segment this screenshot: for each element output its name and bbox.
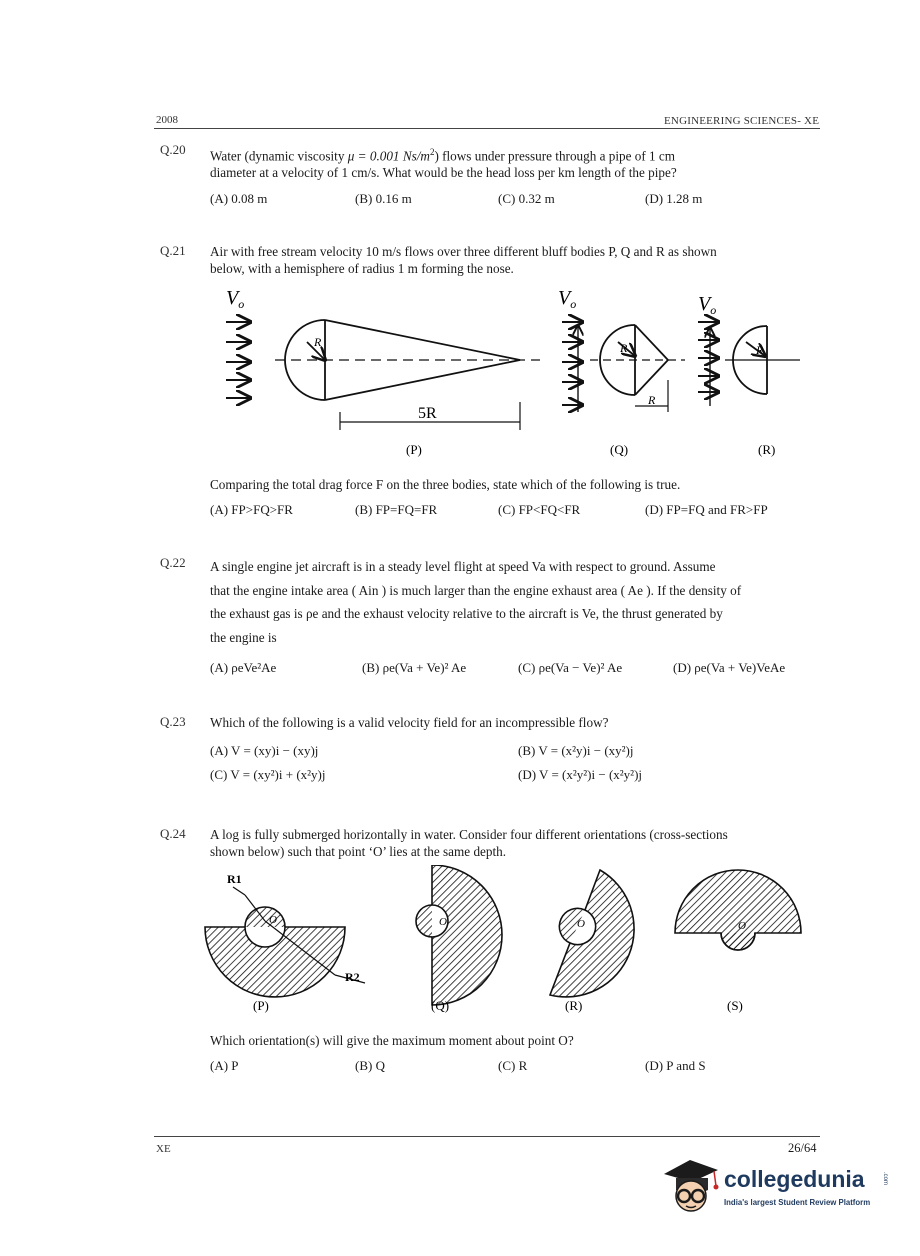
q22-option-c[interactable]: (C) ρe(Va − Ve)² Ae: [518, 660, 623, 675]
q20-line2: diameter at a velocity of 1 cm/s. What would be the head loss per km length of the pipe?: [210, 165, 677, 181]
q24-line2: shown below) such that point ‘O’ lies at the same depth.: [210, 844, 507, 859]
footer-code: XE: [156, 1143, 171, 1155]
logo-name: collegedunia: [724, 1166, 865, 1192]
collegedunia-logo[interactable]: [660, 1152, 890, 1222]
header-rule: [154, 128, 820, 129]
q23-number: Q.23: [160, 714, 186, 729]
q24-number: Q.24: [160, 826, 186, 841]
q24-figure: [195, 865, 825, 1025]
p-radius: R: [314, 335, 322, 349]
q-flow-arrows: [562, 322, 582, 412]
r-v0: $V_o$: [698, 293, 717, 317]
label-p: (P): [253, 998, 269, 1013]
q21-option-d[interactable]: (D) FP=FQ and FR>FP: [645, 502, 768, 517]
header-year: 2008: [156, 114, 178, 126]
q-radius-2: R: [648, 393, 656, 407]
logo-suffix: .com: [882, 1172, 888, 1186]
q22-line1: A single engine jet aircraft is in a steady level flight at speed Va with respect to ground. Assume: [210, 559, 716, 574]
q-radius: R: [620, 341, 628, 355]
p-length: 5R: [418, 405, 437, 422]
q21-line1: Air with free stream velocity 10 m/s flows over three different bluff bodies P, Q and R as shown: [210, 244, 717, 259]
q23-text: Which of the following is a valid velocity field for an incompressible flow?: [210, 715, 609, 730]
logo-tagline: India's largest Student Review Platform: [724, 1198, 871, 1207]
label-q: (Q): [610, 442, 629, 457]
s-point-o: O: [738, 920, 746, 932]
label-s: (S): [727, 998, 743, 1013]
footer-page: 26/64: [788, 1141, 817, 1155]
q22-option-b[interactable]: (B) ρe(Va + Ve)² Ae: [362, 660, 467, 675]
q21-figure: [190, 280, 830, 460]
q20-option-c[interactable]: (C) 0.32 m: [498, 191, 555, 206]
footer-rule: [154, 1136, 820, 1137]
r-point-o: O: [577, 918, 585, 930]
r-radius: R: [756, 343, 764, 357]
header-subject: ENGINEERING SCIENCES- XE: [664, 115, 820, 127]
q20-number: Q.20: [160, 142, 186, 157]
q-v0: $V_o$: [558, 287, 577, 311]
q24-option-c[interactable]: (C) R: [498, 1058, 528, 1073]
q21-option-a[interactable]: (A) FP>FQ>FR: [210, 502, 293, 517]
section-r: [550, 870, 634, 997]
q20-line1b: μ = 0.001 Ns/m: [347, 148, 430, 164]
p-r2: R2: [345, 970, 360, 984]
q20-line1sup: 2: [429, 147, 435, 157]
section-s: [675, 870, 801, 950]
q23-option-c[interactable]: (C) V = (xy²)i + (x²y)j: [210, 767, 326, 782]
q20-option-a[interactable]: (A) 0.08 m: [210, 191, 268, 206]
q-point-o: O: [439, 916, 447, 928]
r-flow-arrows: [698, 322, 718, 406]
q23-option-b[interactable]: (B) V = (x²y)i − (xy²)j: [518, 743, 634, 758]
label-q: (Q): [431, 998, 450, 1013]
q22-option-d[interactable]: (D) ρe(Va + Ve)VeAe: [673, 660, 786, 675]
q22-number: Q.22: [160, 555, 186, 570]
q22-line3: the exhaust gas is ρe and the exhaust velocity relative to the aircraft is Ve, the thrust generated by: [210, 606, 723, 621]
section-q: [416, 865, 502, 1005]
q20-text: [210, 144, 810, 181]
q24-text: [210, 826, 810, 860]
q20-line1c: ) flows under pressure through a pipe of 1 cm: [434, 148, 676, 164]
q21-line2: below, with a hemisphere of radius 1 m forming the nose.: [210, 261, 514, 276]
q23-option-a[interactable]: (A) V = (xy)i − (xy)j: [210, 743, 319, 758]
p-point-o: O: [269, 914, 277, 926]
label-r: (R): [758, 442, 776, 457]
p-r1: R1: [227, 872, 242, 886]
q20-option-b[interactable]: (B) 0.16 m: [355, 191, 412, 206]
body-q: [590, 325, 685, 412]
q21-option-c[interactable]: (C) FP<FQ<FR: [498, 502, 581, 517]
q21-option-b[interactable]: (B) FP=FQ=FR: [355, 502, 438, 517]
label-p: (P): [406, 442, 422, 457]
q24-option-d[interactable]: (D) P and S: [645, 1058, 706, 1073]
q24-option-a[interactable]: (A) P: [210, 1058, 239, 1073]
q22-line4: the engine is: [210, 629, 277, 645]
q21-text: [210, 243, 810, 277]
q23-option-d[interactable]: (D) V = (x²y²)i − (x²y²)j: [518, 767, 643, 782]
p-flow-arrows: [226, 322, 250, 398]
label-r: (R): [565, 998, 583, 1013]
q22-text: [210, 555, 815, 649]
q21-question: Comparing the total drag force F on the three bodies, state which of the following is true.: [210, 477, 681, 492]
q24-option-b[interactable]: (B) Q: [355, 1058, 385, 1073]
q20-line1a: Water (dynamic viscosity: [210, 148, 348, 164]
q20-option-d[interactable]: (D) 1.28 m: [645, 191, 703, 206]
section-p: [205, 887, 365, 997]
q22-option-a[interactable]: (A) ρeVe²Ae: [210, 660, 277, 675]
p-v0: $V_o$: [226, 287, 245, 311]
mascot-icon: [660, 1156, 722, 1216]
q21-number: Q.21: [160, 243, 186, 258]
body-r: [725, 326, 800, 394]
q24-question: Which orientation(s) will give the maximum moment about point O?: [210, 1033, 574, 1048]
q24-line1: A log is fully submerged horizontally in water. Consider four different orientations (cross-sections: [210, 827, 728, 842]
q22-line2: that the engine intake area ( Ain ) is much larger than the engine exhaust area ( Ae ). If the density of: [210, 582, 742, 598]
